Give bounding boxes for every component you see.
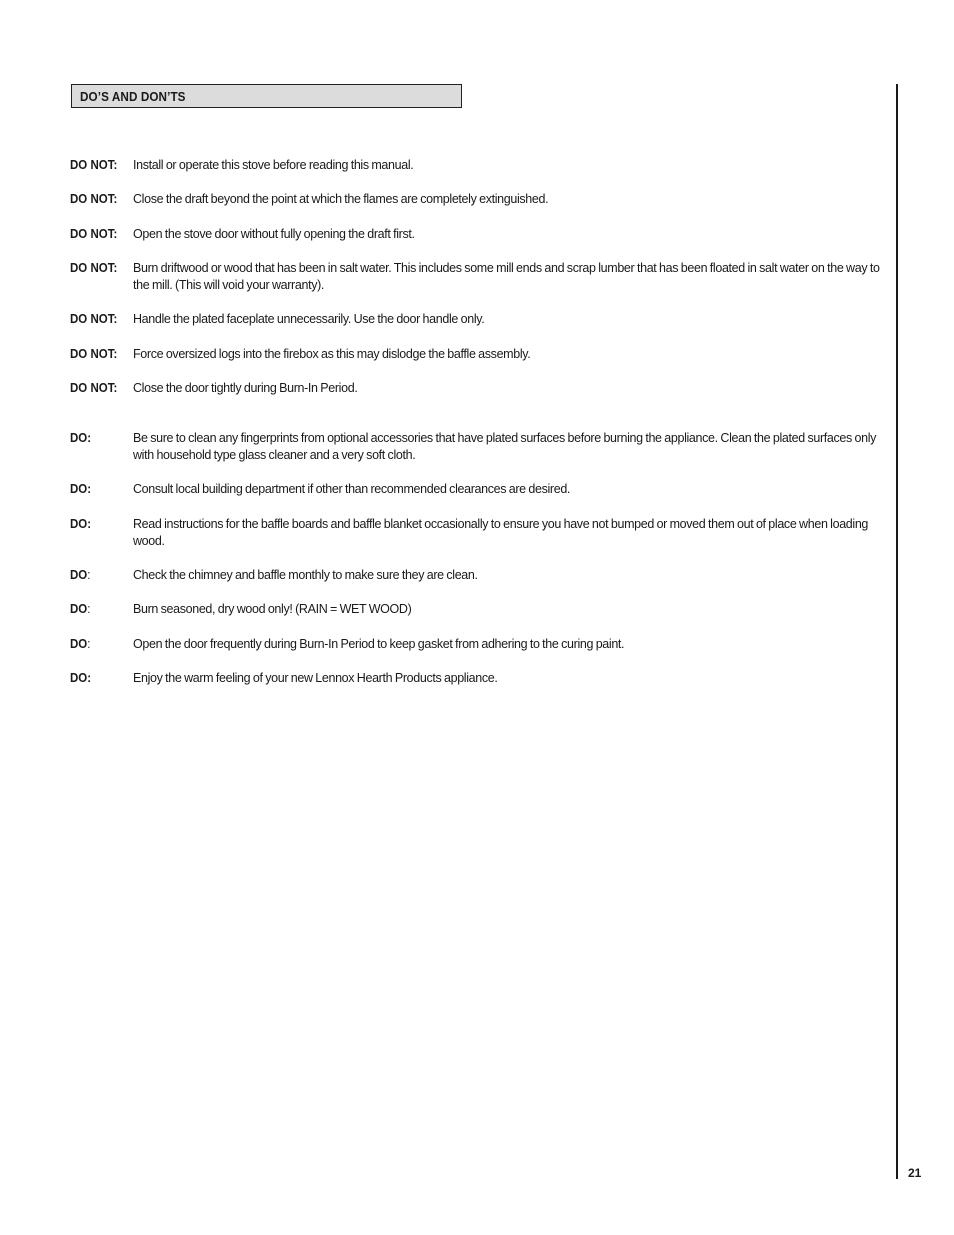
do-item [70, 567, 886, 584]
right-margin-rule [896, 84, 898, 1179]
do-text: Enjoy the warm feeling of your new Lennox Hearth Products appliance. [133, 671, 498, 685]
do-label: DO [70, 637, 88, 651]
dont-item [70, 191, 886, 208]
dont-item [70, 226, 886, 243]
do-text: Open the door frequently during Burn-In Period to keep gasket from adhering to the curing paint. [133, 637, 625, 651]
do-label-colon: : [87, 568, 91, 582]
do-text: Check the chimney and baffle monthly to make sure they are clean. [133, 568, 478, 582]
dont-item [70, 346, 886, 363]
dont-item [70, 311, 886, 328]
do-label-colon: : [87, 637, 91, 651]
dont-label: DO NOT: [70, 381, 118, 395]
do-item [70, 601, 886, 618]
do-label-wrap [70, 567, 90, 584]
page-number: 21 [908, 1166, 922, 1180]
dont-item [70, 380, 886, 397]
dont-text: Close the door tightly during Burn-In Period. [133, 381, 358, 395]
do-text: Be sure to clean any fingerprints from optional accessories that have plated surfaces before burning the appliance. Clean the plated surfaces only with household type glass cleaner and a very soft cloth. [133, 431, 877, 462]
dont-text: Close the draft beyond the point at which the flames are completely extinguished. [133, 192, 549, 206]
section-header [71, 84, 462, 108]
do-label: DO [70, 568, 88, 582]
dont-text: Force oversized logs into the firebox as this may dislodge the baffle assembly. [133, 347, 531, 361]
do-label: DO: [70, 431, 92, 445]
dont-label: DO NOT: [70, 158, 118, 172]
do-item [70, 670, 886, 687]
do-text: Read instructions for the baffle boards and baffle blanket occasionally to ensure you have not bumped or moved them out of place when loading wood. [133, 517, 869, 548]
do-item [70, 516, 886, 550]
dont-text: Open the stove door without fully opening the draft first. [133, 227, 415, 241]
dont-text: Handle the plated faceplate unnecessarily. Use the door handle only. [133, 312, 485, 326]
dont-item [70, 157, 886, 174]
do-item [70, 636, 886, 653]
do-text: Burn seasoned, dry wood only! (RAIN = WET WOOD) [133, 602, 412, 616]
do-label-wrap [70, 636, 90, 653]
section-title: DO’S AND DON’TS [80, 89, 186, 104]
do-item [70, 481, 886, 498]
do-text: Consult local building department if other than recommended clearances are desired. [133, 482, 571, 496]
dont-text: Install or operate this stove before reading this manual. [133, 158, 414, 172]
dont-label: DO NOT: [70, 261, 118, 275]
do-label: DO: [70, 482, 92, 496]
do-label: DO: [70, 517, 92, 531]
do-label: DO [70, 602, 88, 616]
dont-text: Burn driftwood or wood that has been in salt water. This includes some mill ends and scrap lumber that has been floated in salt water on the way to the mill. (This will void your warranty). [133, 261, 880, 292]
dont-label: DO NOT: [70, 227, 118, 241]
do-label-wrap [70, 601, 90, 618]
dont-label: DO NOT: [70, 347, 118, 361]
do-label: DO: [70, 671, 92, 685]
do-item [70, 430, 886, 464]
do-label-colon: : [87, 602, 91, 616]
dont-item [70, 260, 886, 294]
dont-label: DO NOT: [70, 312, 118, 326]
dont-label: DO NOT: [70, 192, 118, 206]
